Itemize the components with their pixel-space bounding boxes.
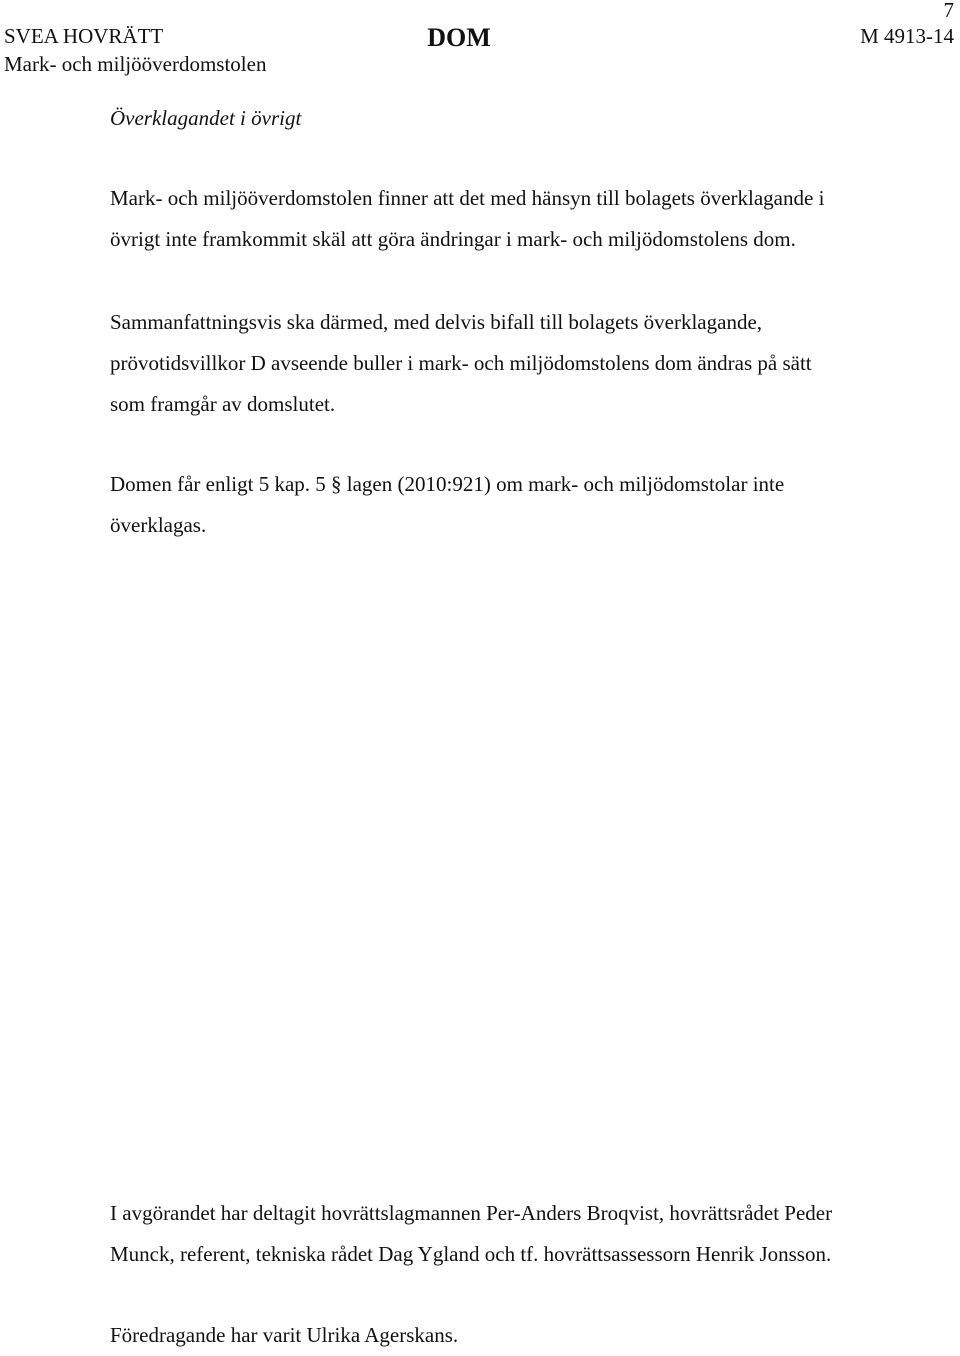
text-line: Munck, referent, tekniska rådet Dag Ygland och tf. hovrättsassessorn Henrik Jonsson. bbox=[110, 1242, 832, 1266]
paragraph-appeal-notice bbox=[110, 464, 930, 546]
paragraph-conclusion bbox=[110, 178, 930, 260]
section-heading: Överklagandet i övrigt bbox=[110, 106, 302, 130]
text-line: I avgörandet har deltagit hovrättslagmannen Per-Anders Broqvist, hovrättsrådet Peder bbox=[110, 1201, 833, 1225]
text-line: Mark- och miljööverdomstolen finner att det med hänsyn till bolagets överklagande i bbox=[110, 186, 825, 210]
text-line: som framgår av domslutet. bbox=[110, 392, 336, 416]
paragraph-summary bbox=[110, 302, 930, 425]
paragraph-rapporteur bbox=[110, 1315, 930, 1356]
case-number: M 4913-14 bbox=[860, 24, 954, 48]
text-line: övrigt inte framkommit skäl att göra ändringar i mark- och miljödomstolens dom. bbox=[110, 227, 796, 251]
text-line: prövotidsvillkor D avseende buller i mark- och miljödomstolens dom ändras på sätt bbox=[110, 351, 812, 375]
document-type: DOM bbox=[427, 23, 491, 52]
court-name: SVEA HOVRÄTT bbox=[4, 24, 164, 48]
page-number: 7 bbox=[943, 0, 954, 22]
text-line: Domen får enligt 5 kap. 5 § lagen (2010:921) om mark- och miljödomstolar inte bbox=[110, 472, 785, 496]
text-line: Sammanfattningsvis ska därmed, med delvis bifall till bolagets överklagande, bbox=[110, 310, 763, 334]
text-line: Föredragande har varit Ulrika Agerskans. bbox=[110, 1323, 459, 1347]
court-division: Mark- och miljööverdomstolen bbox=[4, 52, 267, 76]
paragraph-judges bbox=[110, 1193, 930, 1275]
text-line: överklagas. bbox=[110, 513, 207, 537]
